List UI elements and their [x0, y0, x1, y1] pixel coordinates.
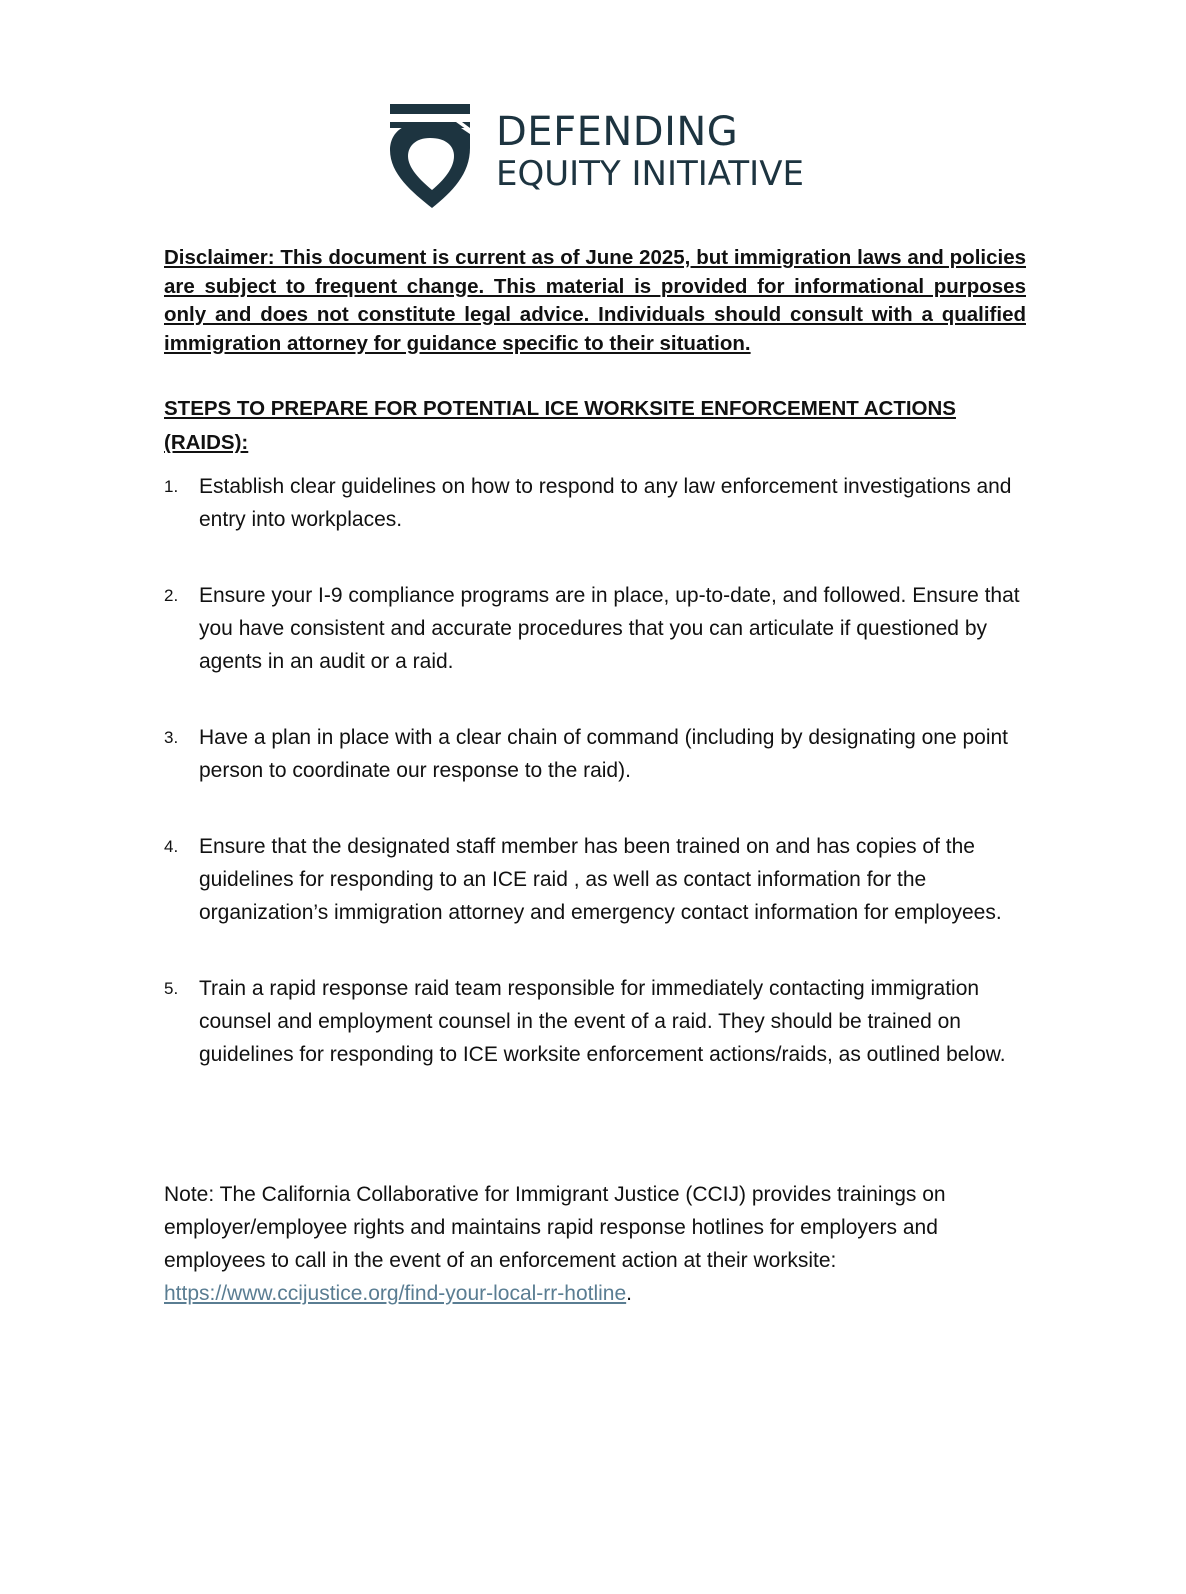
- hotline-link[interactable]: https://www.ccijustice.org/find-your-local-rr-hotline: [164, 1282, 627, 1305]
- list-item: [164, 579, 1034, 678]
- note-text: Note: The California Collaborative for Immigrant Justice (CCIJ) provides trainings on employer/employee rights and maintains rapid response hotlines for employers and employees to call in the event of an enforcement action at their worksite:: [164, 1183, 946, 1272]
- logo: [390, 104, 804, 212]
- note-paragraph: [164, 1178, 1034, 1310]
- list-item: [164, 972, 1034, 1071]
- list-item: [164, 470, 1034, 536]
- logo-subtitle: EQUITY INITIATIVE: [496, 154, 804, 194]
- step-number: 1.: [164, 477, 179, 496]
- step-text: Have a plan in place with a clear chain of command (including by designating one point person to coordinate our response to the raid).: [199, 726, 1008, 782]
- step-text: Train a rapid response raid team responsible for immediately contacting immigration counsel and employment counsel in the event of a raid. They should be trained on guidelines for responding to ICE worksite enforcement actions/raids, as outlined below.: [199, 977, 1006, 1066]
- disclaimer: Disclaimer: This document is current as of June 2025, but immigration laws and policies are subject to frequent change. This material is provided for informational purposes only and does not constitute legal advice. Individuals should consult with a qualified immigration attorney for guidance specific to their situation.: [164, 246, 1026, 355]
- section-heading: STEPS TO PREPARE FOR POTENTIAL ICE WORKSITE ENFORCEMENT ACTIONS (RAIDS):: [164, 397, 956, 454]
- steps-list: [164, 470, 1034, 1114]
- step-number: 3.: [164, 728, 179, 747]
- note-trailing: .: [626, 1282, 632, 1305]
- shield-logo-icon: [390, 104, 474, 212]
- step-text: Ensure your I-9 compliance programs are in place, up-to-date, and followed. Ensure that you have consistent and accurate procedures that you can articulate if questioned by agents in an audit or a raid.: [199, 584, 1020, 673]
- list-item: [164, 830, 1034, 929]
- step-number: 2.: [164, 586, 179, 605]
- logo-title: DEFENDING: [496, 109, 739, 155]
- step-text: Ensure that the designated staff member has been trained on and has copies of the guidelines for responding to an ICE raid , as well as contact information for the organization’s immigration attorney and emergency contact information for employees.: [199, 835, 1002, 924]
- list-item: [164, 721, 1034, 787]
- step-number: 4.: [164, 837, 179, 856]
- step-number: 5.: [164, 979, 179, 998]
- step-text: Establish clear guidelines on how to respond to any law enforcement investigations and entry into workplaces.: [199, 475, 1012, 531]
